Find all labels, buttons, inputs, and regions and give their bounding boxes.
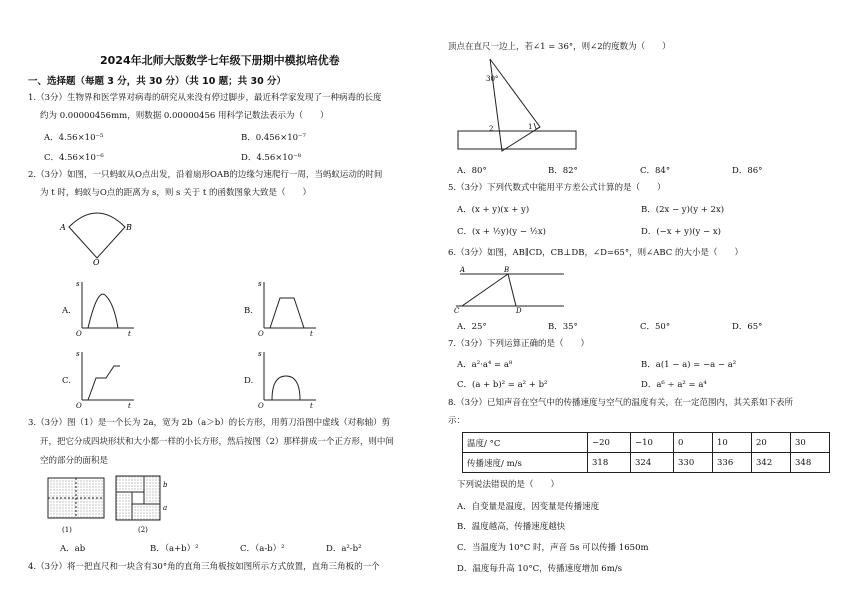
q4-angle-1: 1 [528,123,533,131]
q3-fig2-label: (2) [138,526,148,534]
q1-option-d: D．4.56×10⁻⁸ [241,153,302,163]
table-row [463,453,830,473]
q8-option-d: D．温度每升高 10°C，传播速度增加 6m/s [457,564,622,574]
q3-line2: 开，把它分成四块形状和大小都一样的小长方形，然后按图（2）那样拼成一个正方形，则中间 [40,437,394,447]
q6-label-c: C [454,307,460,314]
table-row [463,433,830,453]
q1-line2: 约为 0.00000456mm，则数据 0.00000456 用科学记数法表示为（ ） [40,111,329,121]
q1-option-b: B．0.456×10⁻⁷ [241,133,306,143]
q2-label-a: A [60,223,66,232]
q2-graph-a [76,278,138,336]
table-cell: 330 [674,453,713,473]
q4-figure [452,55,582,157]
q3-option-b: B．（a+b）² [150,544,199,554]
q3-option-c: C．（a-b）² [240,544,285,554]
q2-option-c-letter: C. [62,376,71,386]
q2-line2: 为 t 时，蚂蚁与O点的距离为 s，则 s 关于 t 的函数图象大致是（ ） [40,188,311,198]
q3-figures [44,474,184,536]
q4-line2: 顶点在直尺一边上，若∠1 = 36°，则∠2的度数为（ ） [448,42,671,52]
q1-option-a: A．4.56×10⁻⁵ [44,133,104,143]
table-cell: 342 [752,453,791,473]
table-cell: 传播速度/ m/s [463,453,588,473]
q4-line1: 4.（3分）将一把直尺和一块含有30°角的直角三角板按如图所示方式放置，直角三角板的一个 [28,562,380,572]
table-cell: −10 [631,433,674,453]
q2-sector-figure [55,205,145,265]
svg-text:t: t [128,330,131,336]
svg-text:s: s [258,350,262,358]
q8-option-b: B．温度越高，传播速度越快 [457,522,566,532]
q6-option-c: C．50° [640,322,671,332]
q6-label-a: A [460,266,466,274]
q2-option-d-letter: D. [244,376,254,386]
q8-option-c: C．当温度为 10°C 时，声音 5s 可以传播 1650m [457,543,649,553]
q3-option-d: D．a²-b² [326,544,362,554]
q2-label-b: B [126,223,132,232]
q5-option-c: C．(x + ½y)(y − ½x) [457,227,546,237]
q2-graph-d [258,348,320,408]
q6-option-a: A．25° [457,322,487,332]
svg-text:O: O [258,402,264,408]
q4-option-c: C．84° [640,166,671,176]
q3-line3: 空的部分的面积是 [40,456,109,466]
q8-line2: 示： [448,416,466,426]
q1-option-c: C．4.56×10⁻⁶ [44,153,104,163]
q6-figure [452,262,572,314]
q5-line1: 5.（3分）下列代数式中能用平方差公式计算的是（ ） [448,183,666,193]
svg-text:s: s [76,350,80,358]
q2-graph-b [258,278,320,336]
table-cell: −20 [588,433,631,453]
q6-option-b: B．35° [548,322,578,332]
table-cell: 温度/ °C [463,433,588,453]
q6-label-d: D [516,307,522,314]
q5-option-d: D．(−x + y)(y − x) [641,227,721,237]
table-cell: 318 [588,453,631,473]
table-cell: 10 [713,433,752,453]
q3-fig2-a: a [163,504,168,512]
page-title: 2024年北师大版数学七年级下册期中模拟培优卷 [100,54,340,67]
q6-option-d: D．65° [732,322,763,332]
q2-graph-c [76,348,138,408]
q3-line1: 3.（3分）图（1）是一个长为 2a，宽为 2b（a＞b）的长方形，用剪刀沿图中虚线（对称轴）剪 [28,418,391,428]
q6-line1: 6.（3分）如图，AB∥CD，CB⊥DB，∠D=65°，则∠ABC 的大小是（ ） [448,248,743,258]
table-cell: 348 [791,453,830,473]
svg-text:O: O [76,330,82,336]
q7-option-b: B．a(1 − a) = −a − a² [641,360,737,370]
table-cell: 324 [631,453,674,473]
svg-text:s: s [258,280,262,288]
section-heading: 一、选择题（每题 3 分，共 30 分）（共 10 题；共 30 分） [28,76,286,87]
q8-line3: 下列说法错误的是（ ） [457,480,560,490]
q2-line1: 2.（3分）如图，一只蚂蚁从O点出发，沿着扇形OAB的边缘匀速爬行一周，当蚂蚁运动的时间 [28,170,383,180]
q5-option-b: B．(2x − y)(y + 2x) [641,205,725,215]
q1-line1: 1.（3分）生物界和医学界对病毒的研究从来没有停过脚步，最近科学家发现了一种病毒的长度 [28,93,382,103]
q5-option-a: A．(x + y)(x + y) [457,205,530,215]
svg-text:t: t [310,402,313,408]
q4-option-b: B．82° [548,166,578,176]
q7-option-d: D．a⁶ ÷ a² = a⁴ [641,380,707,390]
q6-label-b: B [504,266,510,274]
q8-data-table [462,432,830,473]
q3-fig2-b: b [163,481,168,489]
q4-angle-30: 30° [486,75,499,83]
svg-text:O: O [258,330,264,336]
q4-option-d: D．86° [732,166,763,176]
q8-line1: 8.（3分）已知声音在空气中的传播速度与空气的温度有关，在一定范围内，其关系如下表所 [448,398,794,408]
q4-angle-2: 2 [489,125,494,133]
table-cell: 30 [791,433,830,453]
q2-option-a-letter: A. [62,306,71,316]
table-cell: 336 [713,453,752,473]
q2-label-o: O [93,258,100,265]
q4-option-a: A．80° [457,166,487,176]
svg-text:s: s [76,280,80,288]
q7-option-c: C．(a + b)² = a² + b² [457,380,548,390]
svg-text:t: t [310,330,313,336]
q3-option-a: A．ab [60,544,86,554]
svg-text:t: t [128,402,131,408]
table-cell: 0 [674,433,713,453]
q8-option-a: A．自变量是温度，因变量是传播速度 [457,502,600,512]
table-cell: 20 [752,433,791,453]
svg-text:O: O [76,402,82,408]
q3-fig1-label: (1) [62,526,72,534]
q7-line1: 7.（3分）下列运算正确的是（ ） [448,339,590,349]
q7-option-a: A．a²·a⁴ = a⁸ [457,360,513,370]
q2-option-b-letter: B. [244,306,253,316]
